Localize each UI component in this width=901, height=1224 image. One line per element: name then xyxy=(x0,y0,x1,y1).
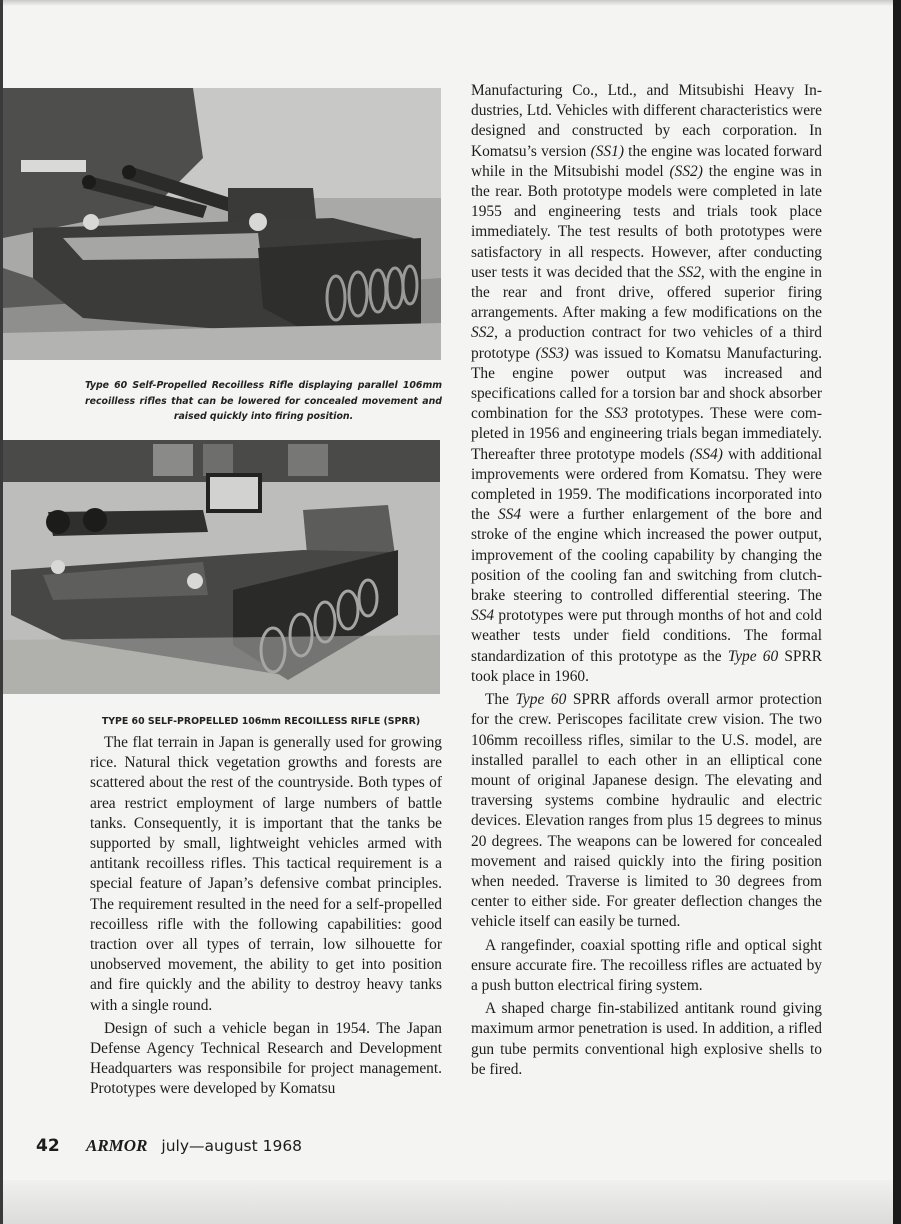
article-column-right xyxy=(471,81,822,1080)
article-column-left xyxy=(90,733,442,1100)
tank-lowered-rifles-illustration xyxy=(3,440,440,694)
page-bottom-shadow xyxy=(0,1180,901,1224)
text-run: with additional improvements were ordered from Komatsu. They were completed in 1959. The modifications incorporated into the xyxy=(471,445,823,524)
figure-caption-2: TYPE 60 SELF-PROPELLED 106mm RECOILLESS RIFLE (SPRR) xyxy=(101,716,421,727)
text-run: The xyxy=(485,691,516,709)
model-name: Type 60 xyxy=(727,647,779,665)
model-name: (SS3) xyxy=(535,344,569,362)
text-run: , with the engine in the rear and front drive, offered superior firing arrangements. After making a few modifications on the xyxy=(471,263,822,322)
text-run: Manufacturing Co., Ltd., and Mitsubishi Heavy Industries, Ltd. Vehicles with different characteristics were designed and constructed by each corporation. In Komatsu’s version xyxy=(471,82,822,160)
text-run: the engine was in the rear. Both prototype models were completed in late 1955 and engineering tests and trials took place immediately. The test results of both prototypes were satisfactory in all respects. However, after conducting user tests it was decided that the xyxy=(471,162,822,281)
paragraph-ammunition: A shaped charge fin-stabilized antitank round giving maximum armor penetration is used. In addition, a rifled gun tube permits conventional high explosive shells to be fired. xyxy=(471,1000,822,1078)
publication-name: ARMOR xyxy=(86,1136,148,1155)
model-name: SS3 xyxy=(605,405,629,423)
model-name: SS4 xyxy=(471,607,495,625)
issue-date: july—august 1968 xyxy=(161,1137,303,1155)
page-right-edge xyxy=(893,0,901,1224)
paragraph-armor-protection xyxy=(471,690,822,932)
model-name: (SS1) xyxy=(590,142,624,160)
figure-caption-1: Type 60 Self-Propelled Recoilless Rifle displaying parallel 106mm recoilless rifles that can be lowered for concealed movement and raised quickly into firing position. xyxy=(85,380,442,422)
model-name: SS4 xyxy=(497,506,522,524)
paragraph-design-history: Design of such a vehicle began in 1954. The Japan Defense Agency Technical Research and Development Headquarters was responsibile for project management. Prototypes were developed by Komatsu xyxy=(90,1019,442,1098)
paragraph-terrain: The flat terrain in Japan is generally used for growing rice. Natural thick vegetation growths and forests are scattered about the rest of the countryside. Both types of area restrict employment of large numbers of battle tanks. Consequently, it is important that the tanks be supported by small, lightweight vehicles armed with antitank recoilless rifles. This tactical requirement is a special feature of Japan’s defensive combat principles. The requirement resulted in the need for a self-propelled recoilless rifle with the following capabilities: good traction over all types of terrain, low silhouette for unobserved movement, the ability to get into position and fire quickly and the ability to destroy heavy tanks with a single round. xyxy=(90,734,442,1014)
text-run: prototypes. These were completed in 1956 and engineering trials began immediately. Thereafter three prototype models xyxy=(471,405,822,463)
page-number: 42 xyxy=(36,1136,60,1156)
tank-raised-rifles-illustration xyxy=(3,88,441,360)
model-name: SS2 xyxy=(677,263,701,281)
tank-photo-lowered-rifles xyxy=(3,440,440,694)
page-top-shadow xyxy=(0,0,901,6)
paragraph-prototypes xyxy=(471,81,822,687)
text-run: was issued to Komatsu Manufacturing. The engine power output was increased and specifications called for a torsion bar and shock absorber combination for the xyxy=(471,344,822,423)
text-run: the engine was located forward while in the Mitsubishi model xyxy=(471,142,822,180)
model-name: Type 60 xyxy=(515,691,567,709)
text-run: were a further enlargement of the bore and stroke of the engine which increased the power output, improvement of the cooling capability by changing the position of the cooling fan and switching from clutch-brake steering to controlled differential steering. The xyxy=(471,506,822,605)
page-footer xyxy=(36,1136,302,1160)
model-name: (SS4) xyxy=(689,445,723,463)
model-name: SS2 xyxy=(471,324,495,342)
text-run: SPRR took place in 1960. xyxy=(471,647,823,685)
text-run: , a production contract for two vehicles of a third prototype xyxy=(471,324,822,362)
paragraph-fire-control: A rangefinder, coaxial spotting rifle and optical sight ensure accurate fire. The recoilless rifles are actuated by a push button electrical firing system. xyxy=(471,936,822,994)
tank-photo-raised-rifles xyxy=(3,88,441,360)
text-run: SPRR affords overall armor protection for the crew. Periscopes facilitate crew vision. The two 106mm recoilless rifles, similar to the U.S. model, are installed parallel to each other in an elliptical cone mount of original Japanese design. The elevating and traversing systems combine hydraulic and electric devices. Elevation ranges from plus 15 degrees to minus 20 degrees. The weapons can be lowered for concealed movement and raised quickly into the firing position when needed. Traverse is limited to 30 degrees from center to either side. For greater deflection changes the vehicle itself can easily be turned. xyxy=(471,691,822,931)
text-run: prototypes were put through months of hot and cold weather tests under field conditions. The formal standardization of this prototype as the xyxy=(471,607,822,665)
model-name: (SS2) xyxy=(669,162,703,180)
